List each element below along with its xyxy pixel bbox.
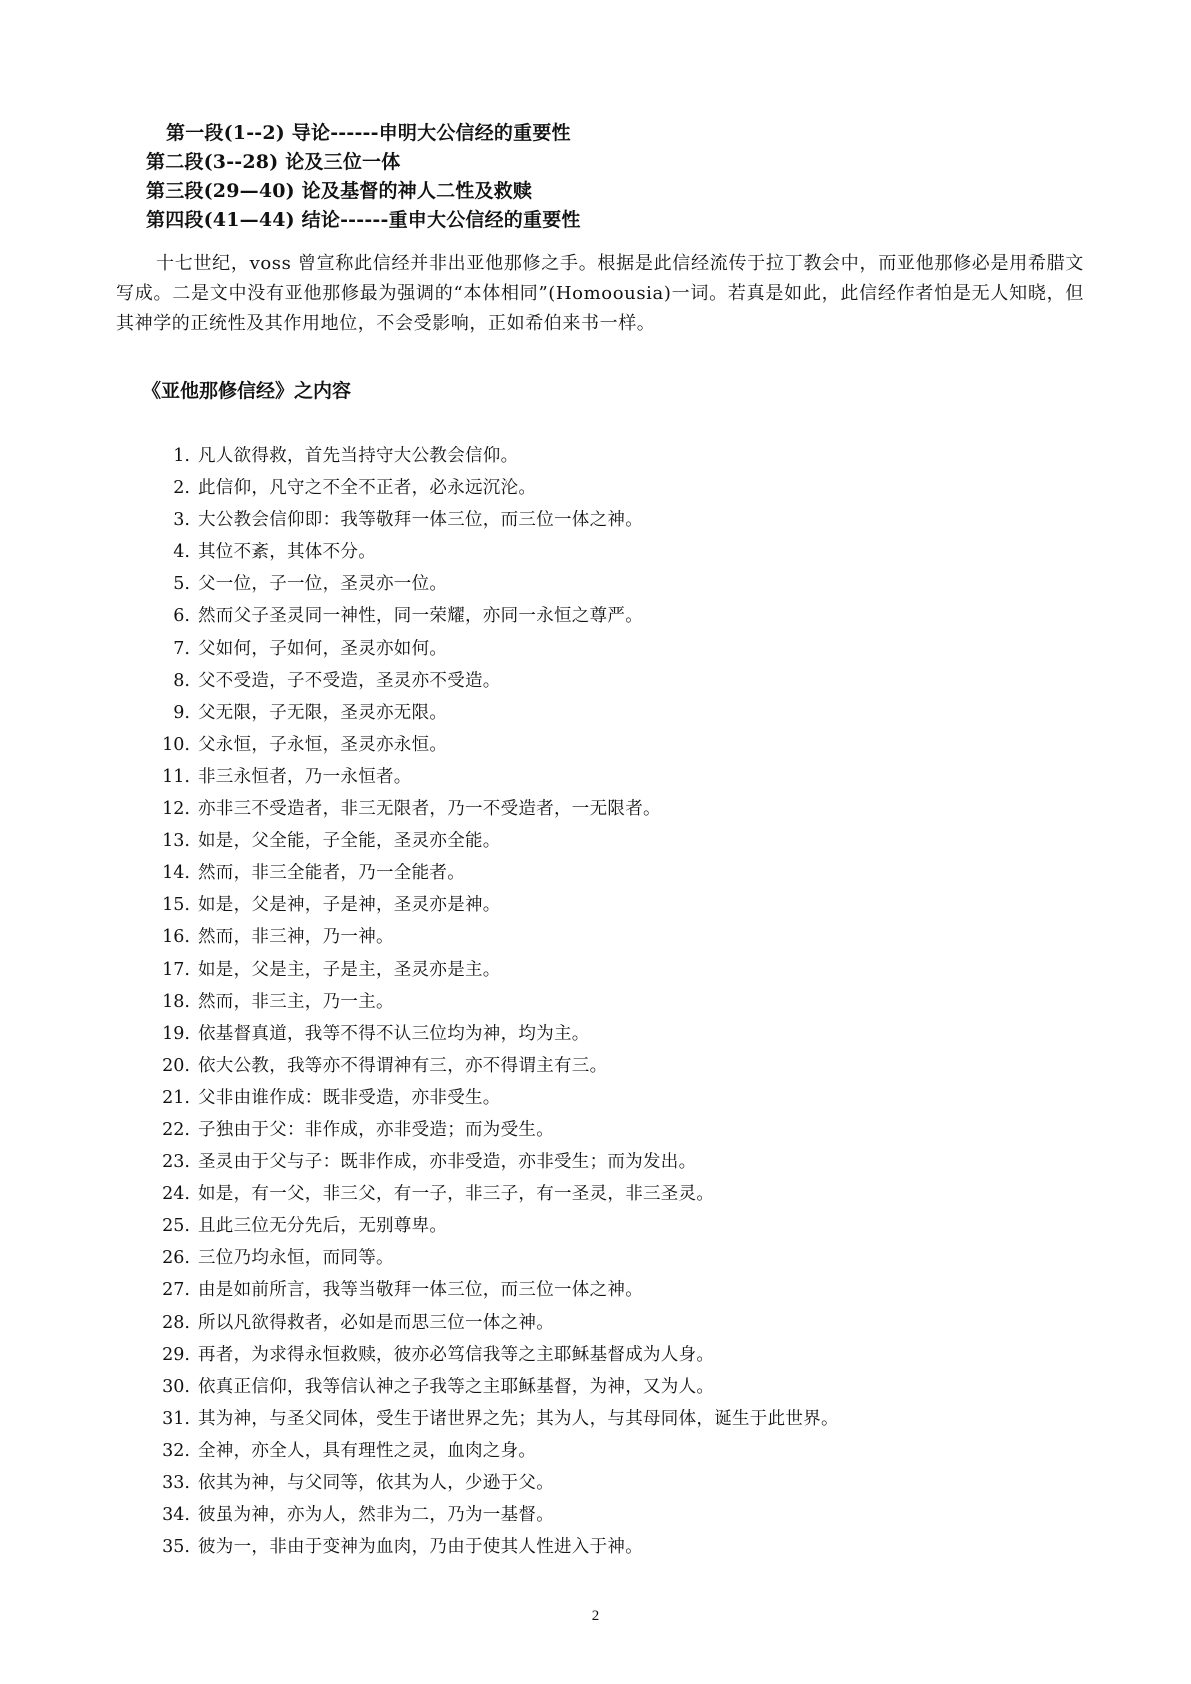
verse-text: 如是，父是主，子是主，圣灵亦是主。 [198, 959, 501, 980]
verse-item [150, 633, 1100, 665]
verse-number: 23. [162, 1152, 190, 1173]
verse-number: 12. [162, 799, 190, 820]
verse-text: 再者，为求得永恒救赎，彼亦必笃信我等之主耶稣基督成为人身。 [198, 1344, 715, 1365]
verse-number: 8. [173, 670, 190, 691]
verse-number: 16. [162, 927, 190, 948]
verse-item [150, 1339, 1100, 1371]
verse-item [150, 761, 1100, 793]
verse-item [150, 697, 1100, 729]
verse-number: 35. [162, 1537, 190, 1558]
verse-item [150, 1114, 1100, 1146]
verse-text: 父一位，子一位，圣灵亦一位。 [198, 574, 448, 595]
verse-number: 9. [173, 702, 190, 723]
verse-text: 由是如前所言，我等当敬拜一体三位，而三位一体之神。 [198, 1280, 643, 1301]
verse-text: 且此三位无分先后，无别尊卑。 [198, 1216, 448, 1237]
verse-text: 其位不紊，其体不分。 [198, 542, 376, 563]
verse-item [150, 857, 1100, 889]
verse-text: 依基督真道，我等不得不认三位均为神，均为主。 [198, 1023, 590, 1044]
verse-number: 27. [162, 1280, 190, 1301]
verse-number: 28. [162, 1312, 190, 1333]
verse-text: 大公教会信仰即：我等敬拜一体三位，而三位一体之神。 [198, 510, 643, 531]
verse-number: 20. [162, 1055, 190, 1076]
verse-text: 如是，有一父，非三父，有一子，非三子，有一圣灵，非三圣灵。 [198, 1184, 715, 1205]
verse-item [150, 793, 1100, 825]
verse-number: 6. [173, 606, 190, 627]
verse-number: 31. [162, 1408, 190, 1429]
verse-number: 5. [173, 574, 190, 595]
verse-text: 凡人欲得救，首先当持守大公教会信仰。 [198, 446, 519, 466]
verse-number: 4. [173, 542, 190, 563]
verse-item [150, 665, 1100, 697]
verse-item [150, 921, 1100, 953]
verse-item [150, 1082, 1100, 1114]
verse-text: 非三永恒者，乃一永恒者。 [198, 766, 412, 787]
verse-item [150, 1242, 1100, 1274]
verse-text: 如是，父是神，子是神，圣灵亦是神。 [198, 895, 501, 916]
verse-list [150, 440, 1100, 1563]
section-heading: 《亚他那修信经》之内容 [142, 380, 352, 402]
verse-number: 1. [173, 446, 190, 466]
verse-number: 3. [173, 510, 190, 531]
verse-number: 33. [162, 1473, 190, 1493]
verse-text: 亦非三不受造者，非三无限者，乃一不受造者，一无限者。 [198, 799, 661, 820]
verse-number: 10. [162, 734, 190, 755]
verse-item [150, 986, 1100, 1018]
verse-item [150, 729, 1100, 761]
verse-text: 三位乃均永恒，而同等。 [198, 1248, 394, 1269]
verse-item [150, 1467, 1100, 1499]
verse-item [150, 889, 1100, 921]
verse-number: 21. [162, 1087, 190, 1108]
verse-number: 29. [162, 1344, 190, 1365]
verse-text: 父永恒，子永恒，圣灵亦永恒。 [198, 734, 448, 755]
verse-text: 其为神，与圣父同体，受生于诸世界之先；其为人，与其母同体，诞生于此世界。 [198, 1408, 839, 1429]
verse-number: 26. [162, 1248, 190, 1269]
verse-text: 此信仰，凡守之不全不正者，必永远沉沦。 [198, 478, 537, 499]
verse-item [150, 1531, 1100, 1563]
verse-text: 子独由于父：非作成，亦非受造；而为受生。 [198, 1119, 554, 1140]
verse-number: 22. [162, 1119, 190, 1140]
verse-item [150, 1210, 1100, 1242]
verse-text: 然而父子圣灵同一神性，同一荣耀，亦同一永恒之尊严。 [198, 606, 643, 627]
verse-number: 7. [173, 638, 190, 659]
verse-item [150, 1050, 1100, 1082]
outline-item: 第二段(3--28) 论及三位一体 [146, 151, 401, 173]
verse-item [150, 1178, 1100, 1210]
verse-number: 2. [173, 478, 190, 499]
verse-text: 全神，亦全人，具有理性之灵，血肉之身。 [198, 1440, 537, 1461]
outline-item: 第三段(29—40) 论及基督的神人二性及救赎 [146, 180, 533, 202]
verse-text: 父不受造，子不受造，圣灵亦不受造。 [198, 670, 501, 691]
verse-number: 30. [162, 1376, 190, 1397]
verse-text: 彼为一，非由于变神为血肉，乃由于使其人性进入于神。 [198, 1537, 643, 1558]
verse-text: 彼虽为神，亦为人，然非为二，乃为一基督。 [198, 1505, 554, 1526]
verse-item [150, 1018, 1100, 1050]
verse-number: 13. [162, 831, 190, 852]
verse-text: 依大公教，我等亦不得谓神有三，亦不得谓主有三。 [198, 1055, 608, 1076]
verse-text: 依真正信仰，我等信认神之子我等之主耶稣基督，为神，又为人。 [198, 1376, 715, 1397]
verse-item [150, 1146, 1100, 1178]
intro-paragraph: 十七世纪，voss 曾宣称此信经并非出亚他那修之手。根据是此信经流传于拉丁教会中，而亚他那修必是用希腊文写成。二是文中没有亚他那修最为强调的“本体相同”(Homoousia)一词。若真是如此，此信经作者怕是无人知晓，但其神学的正统性及其作用地位，不会受影响，正如希伯来书一样。 [116, 253, 1084, 334]
verse-item [150, 1403, 1100, 1435]
verse-text: 如是，父全能，子全能，圣灵亦全能。 [198, 831, 501, 852]
verse-number: 14. [162, 863, 190, 884]
verse-text: 父非由谁作成：既非受造，亦非受生。 [198, 1087, 501, 1108]
verse-text: 然而，非三全能者，乃一全能者。 [198, 863, 465, 884]
verse-number: 24. [162, 1184, 190, 1205]
verse-number: 34. [162, 1505, 190, 1526]
verse-number: 18. [162, 991, 190, 1012]
outline-item: 第四段(41—44) 结论------重申大公信经的重要性 [146, 209, 581, 231]
verse-item [150, 536, 1100, 568]
verse-number: 25. [162, 1216, 190, 1237]
outline-item: 第一段(1--2) 导论------申明大公信经的重要性 [166, 122, 571, 144]
verse-item [150, 600, 1100, 632]
verse-text: 然而，非三主，乃一主。 [198, 991, 394, 1012]
verse-item [150, 825, 1100, 857]
verse-text: 父无限，子无限，圣灵亦无限。 [198, 702, 448, 723]
verse-item [150, 504, 1100, 536]
verse-item [150, 1371, 1100, 1403]
verse-number: 32. [162, 1440, 190, 1461]
verse-text: 所以凡欲得救者，必如是而思三位一体之神。 [198, 1312, 554, 1333]
verse-item [150, 472, 1100, 504]
verse-item [150, 1307, 1100, 1339]
verse-item [150, 1435, 1100, 1467]
page-number: 2 [591, 1608, 600, 1624]
verse-text: 依其为神，与父同等，依其为人，少逊于父。 [198, 1473, 554, 1493]
verse-item [150, 1274, 1100, 1306]
verse-text: 圣灵由于父与子：既非作成，亦非受造，亦非受生；而为发出。 [198, 1152, 697, 1173]
verse-item [150, 568, 1100, 600]
verse-number: 11. [162, 766, 190, 787]
verse-text: 然而，非三神，乃一神。 [198, 927, 394, 948]
verse-item [150, 440, 1100, 472]
verse-text: 父如何，子如何，圣灵亦如何。 [198, 638, 448, 659]
verse-number: 19. [162, 1023, 190, 1044]
verse-item [150, 954, 1100, 986]
verse-number: 15. [162, 895, 190, 916]
verse-item [150, 1499, 1100, 1531]
verse-number: 17. [162, 959, 190, 980]
